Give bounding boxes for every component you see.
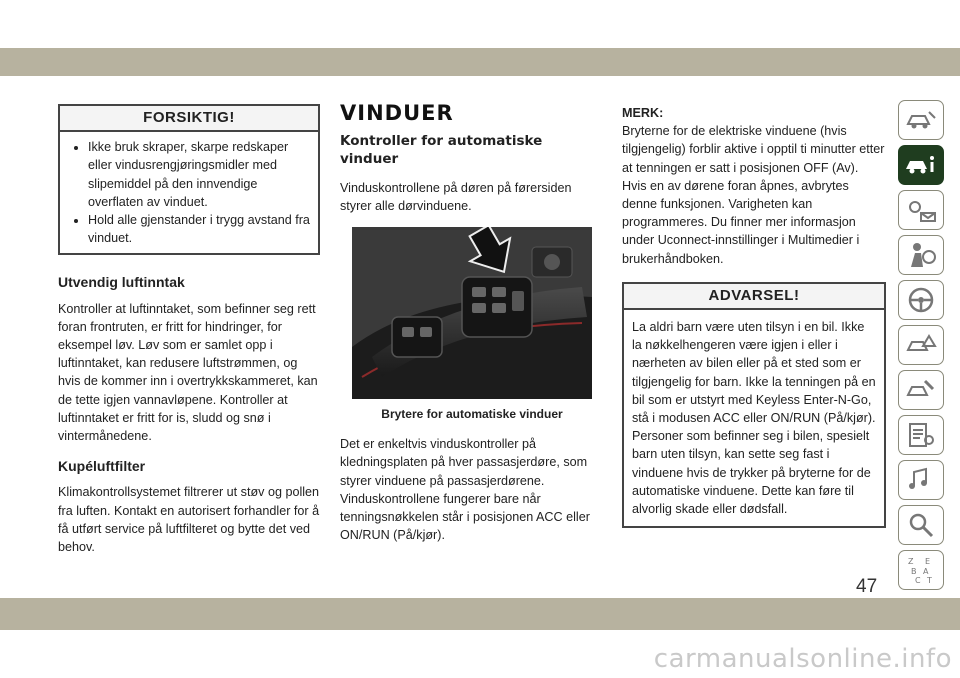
- caution-title: FORSIKTIG!: [60, 106, 318, 132]
- column-left: [58, 104, 320, 568]
- top-band: [0, 48, 960, 76]
- warning-box: [622, 282, 886, 528]
- column-right: [622, 104, 886, 546]
- page-number: 47: [856, 576, 878, 597]
- windows-body: Det er enkeltvis vinduskontroller på kledningsplaten på hver passasjerdøre, som styrer vinduene på passasjerdørene. Vinduskontrollene fungerer bare når tenningsnøkkelen står i posisjonen ACC eller ON/RUN (På/kjør).: [340, 437, 590, 543]
- column-middle: [340, 101, 604, 556]
- spec-sheet-icon[interactable]: [898, 415, 944, 455]
- warning-light-icon[interactable]: [898, 190, 944, 230]
- svg-text:Z: Z: [908, 557, 914, 566]
- outside-air-heading: Utvendig luftinntak: [58, 274, 185, 291]
- airbag-person-icon[interactable]: [898, 235, 944, 275]
- search-icon[interactable]: [898, 505, 944, 545]
- chapter-sidebar: [898, 100, 948, 595]
- warning-text: La aldri barn være uten tilsyn i en bil. Ikke la nøkkelhengeren være igjen i eller i nærheten av bilen eller på et sted som er tilgjengelig for barn. Ikke la tenningen på en bil som er utstyrt med Keyless Enter-N-Go, stå i modusen ACC eller ON/RUN (På/kjør). Personer som befinner seg i bilen, spesielt barn uten tilsyn, kan sette seg fast i vinduene hvis de trykker på bryterne for de automatiske vinduene. Dette kan føre til alvorlig skade eller dødsfall.: [632, 320, 876, 517]
- svg-text:A: A: [923, 567, 929, 576]
- cabin-filter-heading: Kupéluftfilter: [58, 458, 146, 475]
- caution-box: [58, 104, 320, 255]
- note-text: Bryterne for de elektriske vinduene (hvis tilgjengelig) forblir aktive i opptil ti minutter etter at tenningen er satt i posisjonen OFF (Av). Hvis en av dørene foran åpnes, avbrytes denne funksjonen. Varigheten kan programmeres. Du finner mer informasjon under Uconnect-innstillinger i Multimedier i brukerhåndboken.: [622, 124, 885, 266]
- svg-text:E: E: [925, 557, 931, 566]
- car-hazard-icon[interactable]: [898, 325, 944, 365]
- svg-text:C: C: [915, 576, 921, 585]
- bottom-band: [0, 598, 960, 630]
- watermark: carmanualsonline.info: [653, 644, 952, 674]
- index-letters-icon[interactable]: [898, 550, 944, 590]
- figure-caption: Brytere for automatiske vinduer: [381, 407, 563, 422]
- caution-item: • Hold alle gjenstander i trygg avstand fra vinduet.: [88, 211, 310, 247]
- windows-subheading: Kontroller for automatiske vinduer: [340, 133, 543, 168]
- steering-wheel-icon[interactable]: [898, 280, 944, 320]
- note-label: MERK:: [622, 106, 664, 120]
- wrench-car-icon[interactable]: [898, 370, 944, 410]
- windows-heading: VINDUER: [340, 101, 454, 125]
- caution-item: • Ikke bruk skraper, skarpe redskaper eller vindusrengjøringsmidler med slipemiddel på den innvendige overflaten av vinduet.: [88, 138, 310, 211]
- svg-text:T: T: [927, 576, 932, 585]
- caution-list: [68, 138, 310, 247]
- windows-intro: Vinduskontrollene på døren på førersiden styrer alle dørvinduene.: [340, 180, 572, 213]
- window-switch-illustration: [352, 227, 592, 399]
- car-info-icon[interactable]: [898, 145, 944, 185]
- outside-air-text: Kontroller at luftinntaket, som befinner seg rett foran frontruten, er fritt for hindringer, for eksempel løv. Løv som er samlet opp i luftinntaket, kan redusere luftstrømmen, og hvis de kommer inn i overtrykkskammeret, kan de tette igjen vannavløpene. Kontroller at luftinntaket er fritt for is, sludd og snø i vintermånedene.: [58, 301, 318, 444]
- warning-title: ADVARSEL!: [624, 284, 884, 310]
- window-switch-photo: [352, 227, 592, 399]
- svg-text:B: B: [911, 567, 917, 576]
- cabin-filter-text: Klimakontrollsystemet filtrerer ut støv og pollen fra luften. Kontakt en autorisert forhandler for å få utført service på luftfilteret og bytte det ved behov.: [58, 485, 320, 555]
- car-tools-icon[interactable]: [898, 100, 944, 140]
- music-settings-icon[interactable]: [898, 460, 944, 500]
